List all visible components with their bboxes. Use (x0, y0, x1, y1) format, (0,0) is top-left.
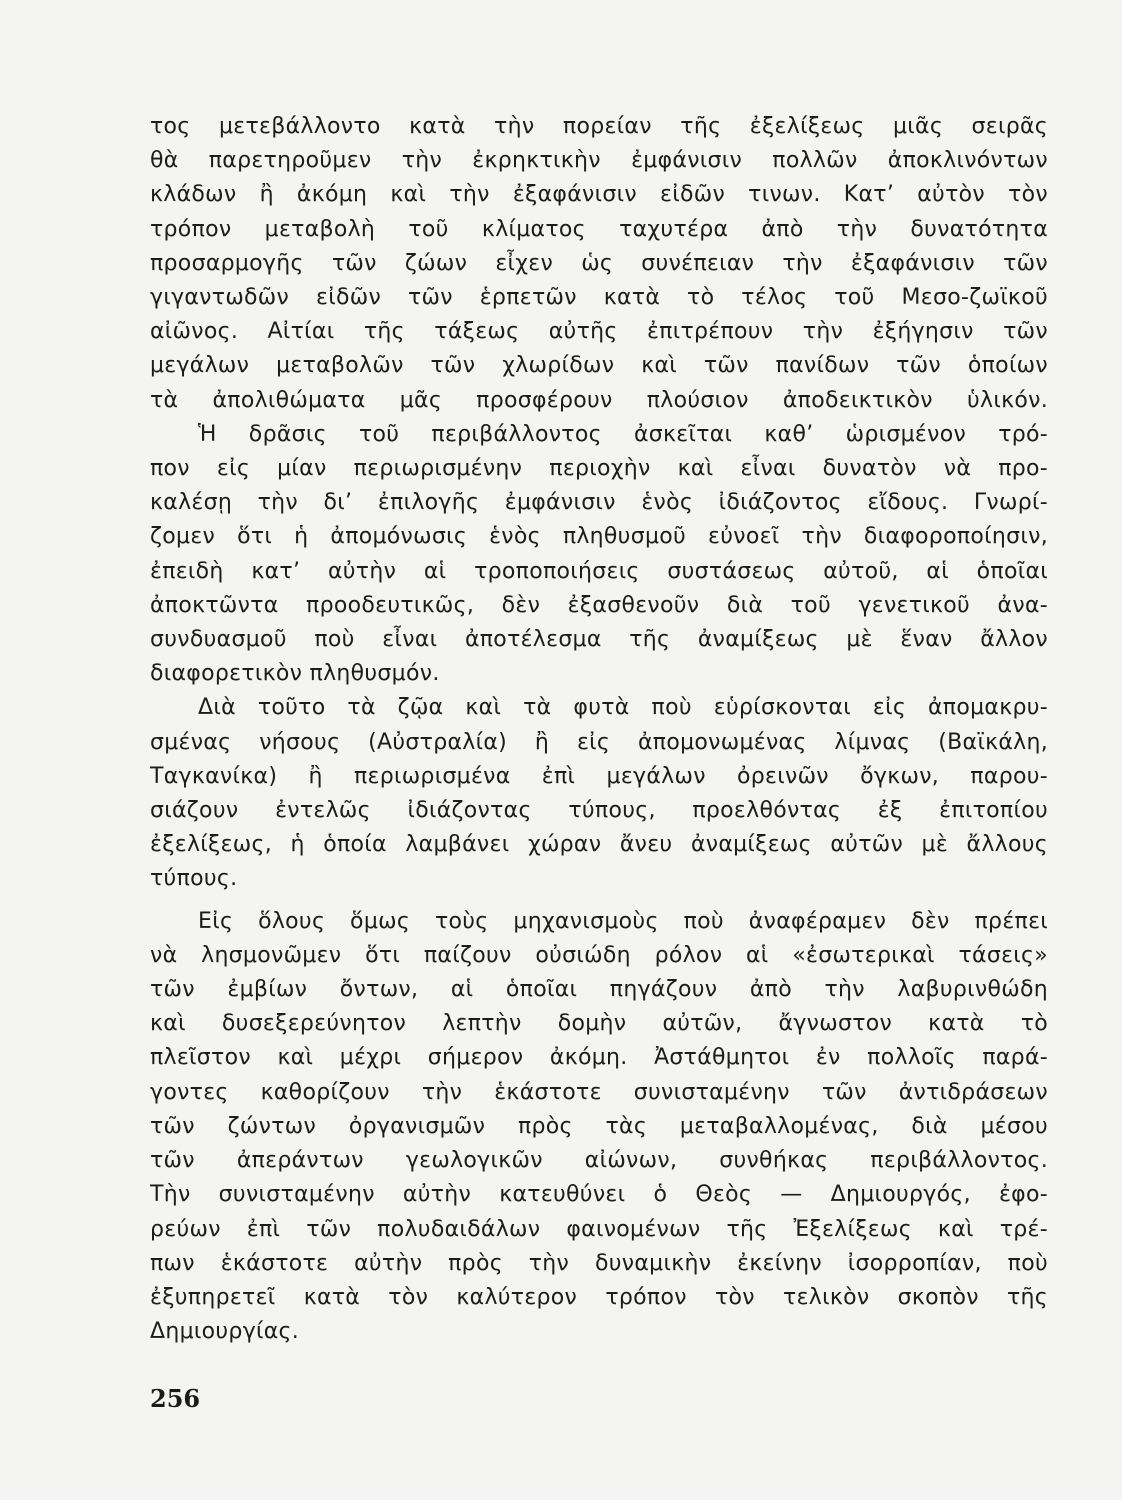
text-line: γοντες καθορίζουν τὴν ἑκάστοτε συνισταμένην τῶν ἀντιδράσεων (150, 1079, 1048, 1105)
text-line: τῶν ἀπεράντων γεωλογικῶν αἰώνων, συνθήκας περιβάλλοντος. (150, 1148, 1048, 1174)
text-line: Εἰς ὅλους ὅμως τοὺς μηχανισμοὺς ποὺ ἀναφέραμεν δὲν πρέπει (198, 908, 1048, 934)
text-line: ἐπειδὴ κατ’ αὐτὴν αἱ τροποποιήσεις συστάσεως αὐτοῦ, αἱ ὁποῖαι (150, 558, 1048, 584)
text-line: Τὴν συνισταμένην αὐτὴν κατευθύνει ὁ Θεὸς — Δημιουργός, ἐφο- (150, 1182, 1048, 1208)
paragraph-4 (150, 905, 1048, 1350)
text-line: σιάζουν ἐντελῶς ἰδιάζοντας τύπους, προελθόντας ἐξ ἐπιτοπίου (150, 798, 1048, 824)
text-line: διαφορετικὸν πληθυσμόν. (150, 661, 440, 687)
text-line: σμένας νήσους (Αὐστραλία) ἢ εἰς ἀπομονωμένας λίμνας (Βαϊκάλη, (150, 729, 1048, 755)
text-line: τρόπον μεταβολὴ τοῦ κλίματος ταχυτέρα ἀπὸ τὴν δυνατότητα (150, 216, 1048, 242)
text-line: πον εἰς μίαν περιωρισμένην περιοχὴν καὶ εἶναι δυνατὸν νὰ προ- (150, 456, 1048, 482)
text-line: αἰῶνος. Αἰτίαι τῆς τάξεως αὐτῆς ἐπιτρέπουν τὴν ἐξήγησιν τῶν (150, 319, 1048, 345)
text-line: τῶν ἐμβίων ὄντων, αἱ ὁποῖαι πηγάζουν ἀπὸ τὴν λαβυρινθώδη (150, 977, 1048, 1003)
text-line: Δημιουργίας. (150, 1319, 300, 1345)
paragraph-spacer (150, 897, 1048, 905)
text-line: πλεῖστον καὶ μέχρι σήμερον ἀκόμη. Ἀστάθμητοι ἐν πολλοῖς παρά- (150, 1045, 1048, 1071)
text-line: Ἡ δρᾶσις τοῦ περιβάλλοντος ἀσκεῖται καθ’ ὡρισμένον τρό- (198, 421, 1048, 447)
text-line: γιγαντωδῶν εἰδῶν τῶν ἑρπετῶν κατὰ τὸ τέλος τοῦ Μεσο-ζωϊκοῦ (150, 285, 1048, 311)
page-number: 256 (150, 1384, 201, 1413)
text-line: Διὰ τοῦτο τὰ ζῷα καὶ τὰ φυτὰ ποὺ εὑρίσκονται εἰς ἀπομακρυ- (198, 695, 1048, 721)
text-line: τύπους. (150, 866, 238, 892)
paragraph-2 (150, 418, 1048, 692)
text-line: καλέσῃ τὴν δι’ ἐπιλογῆς ἐμφάνισιν ἑνὸς ἰδιάζοντος εἴδους. Γνωρί- (150, 490, 1048, 516)
text-line: τὰ ἀπολιθώματα μᾶς προσφέρουν πλούσιον ἀποδεικτικὸν ὑλικόν. (150, 387, 1048, 413)
body-text (150, 110, 1048, 1349)
text-line: ρεύων ἐπὶ τῶν πολυδαιδάλων φαινομένων τῆς Ἐξελίξεως καὶ τρέ- (150, 1216, 1048, 1242)
text-line: μεγάλων μεταβολῶν τῶν χλωρίδων καὶ τῶν πανίδων τῶν ὁποίων (150, 353, 1048, 379)
text-line: κλάδων ἢ ἀκόμη καὶ τὴν ἐξαφάνισιν εἰδῶν τινων. Κατ’ αὐτὸν τὸν (150, 182, 1048, 208)
text-line: ἐξυπηρετεῖ κατὰ τὸν καλύτερον τρόπον τὸν τελικὸν σκοπὸν τῆς (150, 1284, 1048, 1310)
text-line: ἀποκτῶντα προοδευτικῶς, δὲν ἐξασθενοῦν διὰ τοῦ γενετικοῦ ἀνα- (150, 592, 1048, 618)
text-line: θὰ παρετηροῦμεν τὴν ἐκρηκτικὴν ἐμφάνισιν πολλῶν ἀποκλινόντων (150, 148, 1048, 174)
text-line: ἐξελίξεως, ἡ ὁποία λαμβάνει χώραν ἄνευ ἀναμίξεως αὐτῶν μὲ ἄλλους (150, 832, 1048, 858)
text-line: προσαρμογῆς τῶν ζώων εἶχεν ὡς συνέπειαν τὴν ἐξαφάνισιν τῶν (150, 250, 1048, 276)
text-line: καὶ δυσεξερεύνητον λεπτὴν δομὴν αὐτῶν, ἄγνωστον κατὰ τὸ (150, 1011, 1048, 1037)
text-line: νὰ λησμονῶμεν ὅτι παίζουν οὐσιώδη ρόλον αἱ «ἐσωτερικαὶ τάσεις» (150, 942, 1048, 968)
text-line: Ταγκανίκα) ἢ περιωρισμένα ἐπὶ μεγάλων ὀρεινῶν ὄγκων, παρου- (150, 763, 1048, 789)
text-line: ζομεν ὅτι ἡ ἀπομόνωσις ἑνὸς πληθυσμοῦ εὐνοεῖ τὴν διαφοροποίησιν, (150, 524, 1048, 550)
text-line: τῶν ζώντων ὀργανισμῶν πρὸς τὰς μεταβαλλομένας, διὰ μέσου (150, 1113, 1048, 1139)
paragraph-3 (150, 691, 1048, 896)
text-line: πων ἑκάστοτε αὐτὴν πρὸς τὴν δυναμικὴν ἐκείνην ἰσορροπίαν, ποὺ (150, 1250, 1048, 1276)
text-line: συνδυασμοῦ ποὺ εἶναι ἀποτέλεσμα τῆς ἀναμίξεως μὲ ἕναν ἄλλον (150, 627, 1048, 653)
text-line: τος μετεβάλλοντο κατὰ τὴν πορείαν τῆς ἐξελίξεως μιᾶς σειρᾶς (150, 114, 1048, 139)
paragraph-1 (150, 110, 1048, 418)
